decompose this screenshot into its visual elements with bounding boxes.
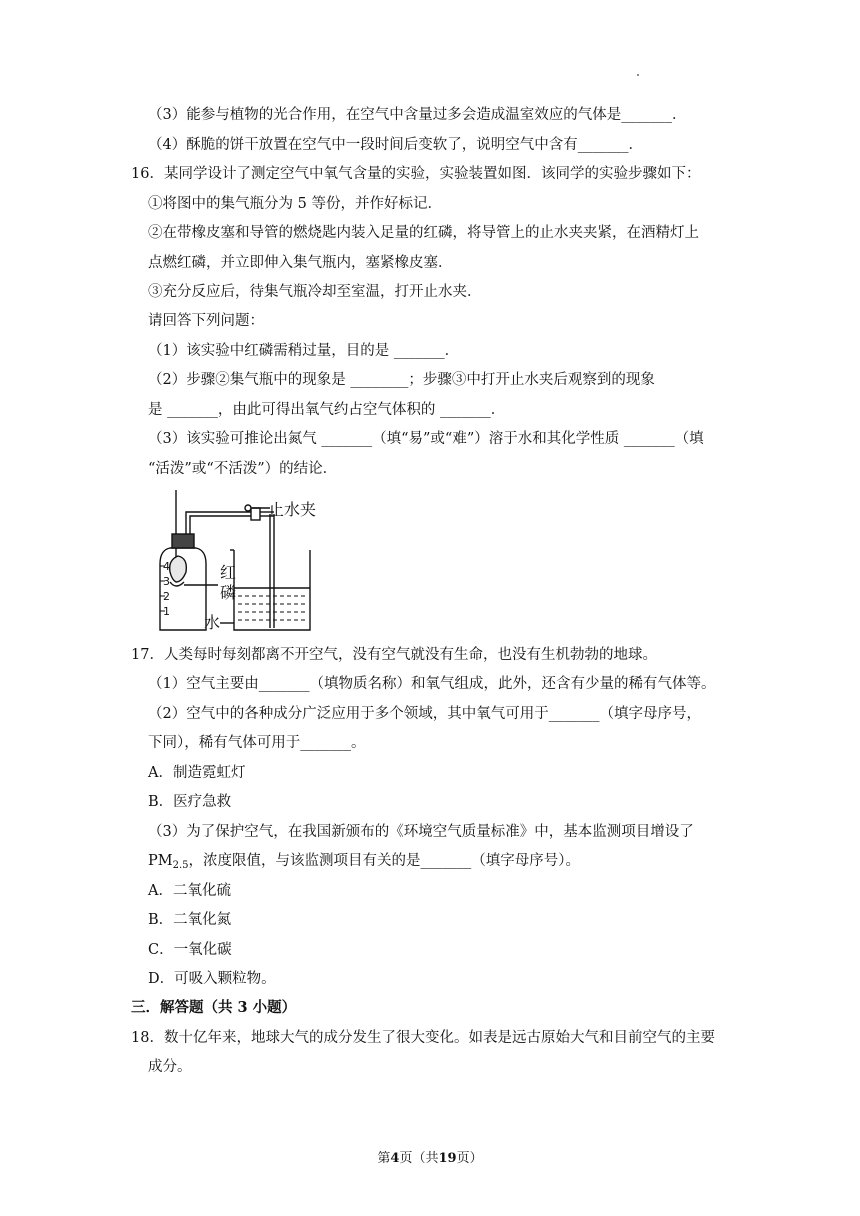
q16-step2-line2: 点燃红磷，并立即伸入集气瓶内，塞紧橡皮塞．	[148, 255, 453, 271]
q18-stem-line2: 成分。	[148, 1059, 192, 1075]
label-water: 水	[204, 613, 221, 632]
q17-stem: 17．人类每时每刻都离不开空气，没有空气就没有生命，也没有生机勃勃的地球。	[131, 647, 657, 663]
footer-total-pages: 19	[438, 1151, 457, 1166]
q16-sub3-line1: （3）该实验可推论出氮气 _______（填“易”或“难”）溶于水和其化学性质 _______（填	[148, 431, 704, 447]
label-red-2: 磷	[220, 583, 237, 602]
q16-sub1: （1）该实验中红磷需稍过量，目的是 _______．	[148, 343, 460, 359]
scale-mark-3: 3	[163, 575, 170, 588]
scan-dot	[637, 74, 639, 76]
q15-part3: （3）能参与植物的光合作用，在空气中含量过多会造成温室效应的气体是_______．	[148, 107, 687, 123]
q16-sub2-line2: 是 _______，由此可得出氧气约占空气体积的 _______．	[148, 402, 506, 418]
q16-step1: ①将图中的集气瓶分为 5 等份，并作好标记．	[148, 196, 442, 212]
q17-sub1: （1）空气主要由_______（填物质名称）和氧气组成，此外，还含有少量的稀有气体等。	[148, 676, 716, 692]
q16-step3: ③充分反应后，待集气瓶冷却至室温，打开止水夹．	[148, 284, 482, 300]
q16-sub3-line2: “活泼”或“不活泼”）的结论．	[148, 461, 338, 477]
q16-sub2-line1: （2）步骤②集气瓶中的现象是 ________；步骤③中打开止水夹后观察到的现象	[148, 372, 655, 388]
section-3-heading: 三．解答题（共 3 小题）	[131, 999, 297, 1016]
q16-stem: 16．某同学设计了测定空气中氧气含量的实验，实验装置如图．该同学的实验步骤如下：	[131, 166, 701, 182]
scale-mark-1: 1	[163, 605, 170, 618]
q17-choice-d: D．可吸入颗粒物。	[148, 971, 276, 987]
q17-option-a: A．制造霓虹灯	[148, 765, 246, 781]
q17-option-b: B．医疗急救	[148, 794, 232, 810]
q16-ask: 请回答下列问题：	[148, 313, 264, 329]
q18-stem-line1: 18．数十亿年来，地球大气的成分发生了很大变化。如表是远古原始大气和目前空气的主要	[131, 1030, 715, 1046]
q17-sub2-line1: （2）空气中的各种成分广泛应用于多个领域，其中氧气可用于_______（填字母序号，	[148, 706, 701, 722]
scale-mark-2: 2	[163, 590, 170, 603]
pm-subscript: 2.5	[172, 860, 189, 871]
q17-sub2-line2: 下同），稀有气体可用于_______。	[148, 735, 366, 751]
label-clamp: 止水夹	[268, 500, 317, 519]
q16-step2-line1: ②在带橡皮塞和导管的燃烧匙内装入足量的红磷，将导管上的止水夹夹紧，在酒精灯上	[148, 225, 699, 241]
q17-choice-a: A．二氧化硫	[148, 883, 231, 899]
apparatus-figure	[148, 486, 328, 636]
pm-label: PM	[148, 853, 173, 869]
q17-choice-b: B．二氧化氮	[148, 912, 232, 928]
page-footer	[0, 1150, 860, 1168]
q15-part4: （4）酥脆的饼干放置在空气中一段时间后变软了，说明空气中含有_______．	[148, 137, 643, 153]
pm-rest: ，浓度限值，与该监测项目有关的是_______（填字母序号）。	[188, 853, 581, 869]
footer-page-number: 4	[390, 1151, 400, 1166]
footer-pre: 第	[377, 1151, 391, 1166]
scale-mark-4: 4	[163, 560, 170, 573]
label-red-1: 红	[220, 563, 237, 582]
q17-sub3-line1: （3）为了保护空气，在我国新颁布的《环境空气质量标准》中，基本监测项目增设了	[148, 824, 694, 840]
footer-mid: 页（共	[399, 1151, 439, 1166]
footer-post: 页）	[456, 1151, 483, 1166]
q17-sub3-line2	[148, 850, 580, 872]
q17-choice-c: C．一氧化碳	[148, 942, 232, 958]
